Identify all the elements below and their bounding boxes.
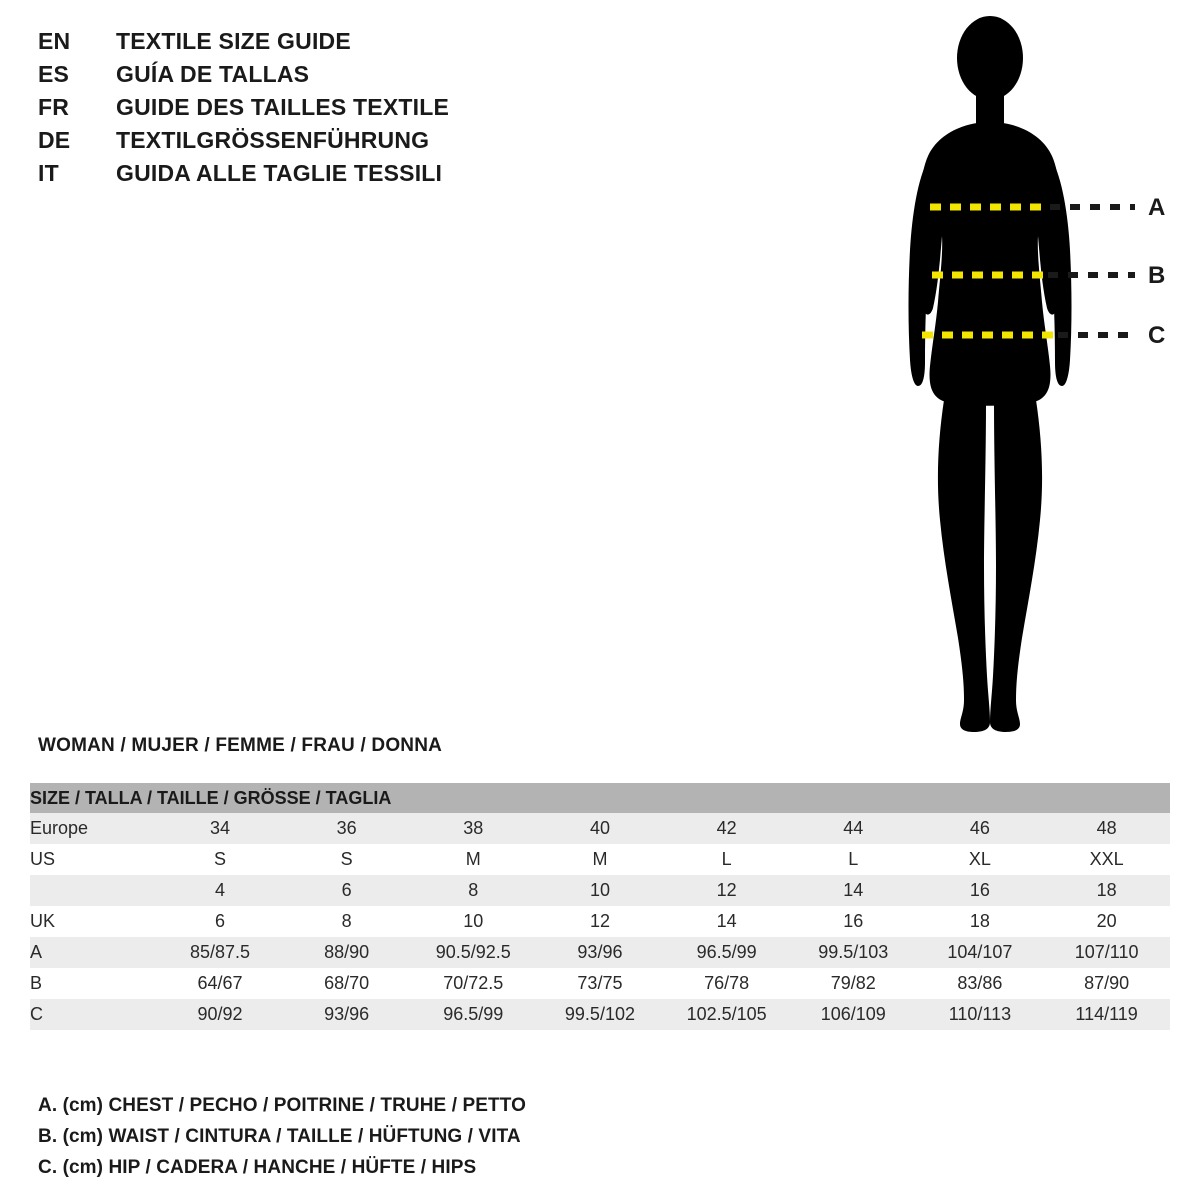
cell-c-6: 106/109 [790,999,917,1030]
cell-a-5: 96.5/99 [663,937,790,968]
chest-measure-label: A [1148,194,1166,221]
cell-b-8: 87/90 [1043,968,1170,999]
cell-us-8: XXL [1043,844,1170,875]
table-row-europe [30,813,1170,844]
row-label-c: C [30,999,157,1030]
row-label-uk: UK [30,906,157,937]
title-row [38,28,658,61]
table-row-c [30,999,1170,1030]
row-label-us-numeric [30,875,157,906]
title-text-it: GUIDA ALLE TAGLIE TESSILI [116,160,443,186]
cell-a-2: 88/90 [283,937,410,968]
language-code-fr: FR [38,94,70,120]
cell-c-4: 99.5/102 [537,999,664,1030]
table-row-uk [30,906,1170,937]
cell-europe-3: 38 [410,813,537,844]
size-table [30,783,1170,1030]
footnote-chest: A. (cm) CHEST / PECHO / POITRINE / TRUHE / PETTO [38,1095,526,1116]
cell-b-3: 70/72.5 [410,968,537,999]
cell-us-7: XL [917,844,1044,875]
cell-b-7: 83/86 [917,968,1044,999]
cell-europe-5: 42 [663,813,790,844]
table-header-label: SIZE / TALLA / TAILLE / GRÖSSE / TAGLIA [30,783,1170,813]
cell-c-5: 102.5/105 [663,999,790,1030]
cell-c-7: 110/113 [917,999,1044,1030]
language-title-block [38,28,658,193]
cell-b-1: 64/67 [157,968,284,999]
cell-usnum-6: 14 [790,875,917,906]
row-label-a: A [30,937,157,968]
title-text-es: GUÍA DE TALLAS [116,61,310,87]
cell-c-1: 90/92 [157,999,284,1030]
female-silhouette-icon [909,16,1072,732]
table-row-us [30,844,1170,875]
footnote-hip: C. (cm) HIP / CADERA / HANCHE / HÜFTE / HIPS [38,1157,477,1178]
cell-us-6: L [790,844,917,875]
cell-c-2: 93/96 [283,999,410,1030]
title-text-en: TEXTILE SIZE GUIDE [116,28,351,54]
cell-europe-4: 40 [537,813,664,844]
section-label-woman: WOMAN / MUJER / FEMME / FRAU / DONNA [38,735,443,756]
title-row [38,160,658,193]
cell-europe-6: 44 [790,813,917,844]
cell-usnum-1: 4 [157,875,284,906]
cell-uk-3: 10 [410,906,537,937]
cell-a-1: 85/87.5 [157,937,284,968]
cell-b-2: 68/70 [283,968,410,999]
table-header-row [30,783,1170,813]
cell-c-8: 114/119 [1043,999,1170,1030]
cell-uk-7: 18 [917,906,1044,937]
cell-b-4: 73/75 [537,968,664,999]
footnote-waist: B. (cm) WAIST / CINTURA / TAILLE / HÜFTUNG / VITA [38,1126,521,1147]
cell-us-4: M [537,844,664,875]
title-row [38,61,658,94]
cell-a-8: 107/110 [1043,937,1170,968]
cell-europe-1: 34 [157,813,284,844]
cell-uk-8: 20 [1043,906,1170,937]
cell-us-5: L [663,844,790,875]
cell-uk-5: 14 [663,906,790,937]
cell-us-3: M [410,844,537,875]
cell-europe-8: 48 [1043,813,1170,844]
cell-uk-2: 8 [283,906,410,937]
row-label-us: US [30,844,157,875]
row-label-b: B [30,968,157,999]
cell-a-6: 99.5/103 [790,937,917,968]
cell-usnum-7: 16 [917,875,1044,906]
cell-b-6: 79/82 [790,968,917,999]
cell-us-1: S [157,844,284,875]
cell-a-4: 93/96 [537,937,664,968]
cell-c-3: 96.5/99 [410,999,537,1030]
language-code-en: EN [38,28,71,54]
measurement-legend [38,1090,938,1183]
waist-measure-label: B [1148,262,1166,289]
cell-uk-1: 6 [157,906,284,937]
row-label-europe: Europe [30,813,157,844]
cell-usnum-8: 18 [1043,875,1170,906]
cell-usnum-3: 8 [410,875,537,906]
table-row-us-numeric [30,875,1170,906]
language-code-es: ES [38,61,70,87]
measurement-figure [860,10,1190,750]
cell-europe-7: 46 [917,813,1044,844]
size-table-container [30,783,1170,1030]
cell-uk-4: 12 [537,906,664,937]
language-code-it: IT [38,160,59,186]
cell-a-3: 90.5/92.5 [410,937,537,968]
language-code-de: DE [38,127,71,153]
cell-b-5: 76/78 [663,968,790,999]
cell-uk-6: 16 [790,906,917,937]
title-row [38,94,658,127]
cell-us-2: S [283,844,410,875]
cell-usnum-5: 12 [663,875,790,906]
cell-usnum-2: 6 [283,875,410,906]
cell-europe-2: 36 [283,813,410,844]
table-row-a [30,937,1170,968]
title-text-de: TEXTILGRÖSSENFÜHRUNG [116,127,430,153]
title-text-fr: GUIDE DES TAILLES TEXTILE [116,94,449,120]
title-row [38,127,658,160]
hip-measure-label: C [1148,322,1166,349]
cell-usnum-4: 10 [537,875,664,906]
cell-a-7: 104/107 [917,937,1044,968]
table-row-b [30,968,1170,999]
